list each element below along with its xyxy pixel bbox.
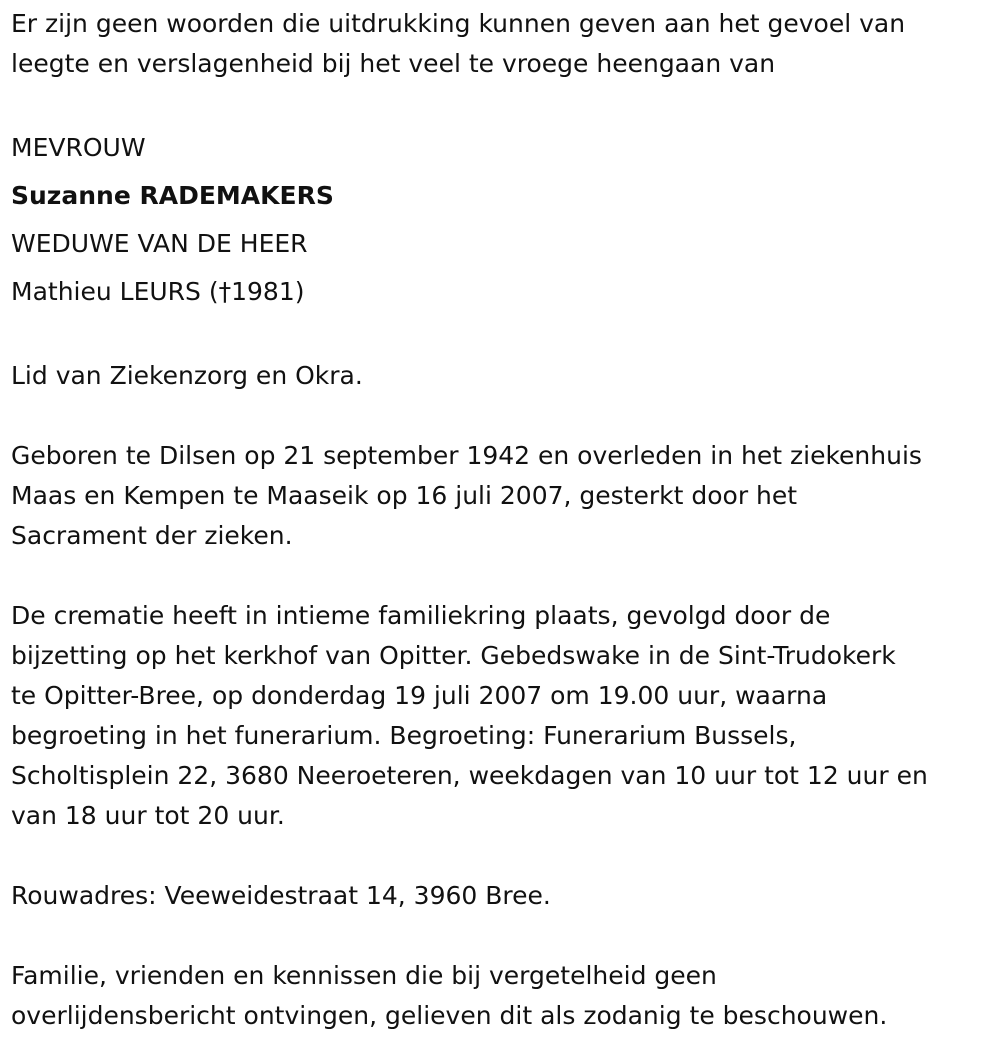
deceased-spouse: Mathieu LEURS (†1981)	[11, 277, 305, 306]
birth-death-line-2: Maas en Kempen te Maaseik op 16 juli 2007, gesterkt door het	[11, 481, 798, 510]
birth-death-line-3: Sacrament der zieken.	[11, 521, 293, 550]
birth-death-paragraph	[11, 436, 991, 556]
deceased-block	[11, 124, 991, 316]
mourning-address: Rouwadres: Veeweidestraat 14, 3960 Bree.	[11, 881, 551, 910]
closing-line-2: overlijdensbericht ontvingen, gelieven dit als zodanig te beschouwen.	[11, 1001, 888, 1030]
intro-line-2: leegte en verslagenheid bij het veel te vroege heengaan van	[11, 49, 776, 78]
ceremony-line-3: te Opitter-Bree, op donderdag 19 juli 2007 om 19.00 uur, waarna	[11, 681, 828, 710]
ceremony-line-5: Scholtisplein 22, 3680 Neeroeteren, weekdagen van 10 uur tot 12 uur en	[11, 761, 928, 790]
intro-paragraph	[11, 4, 991, 84]
deceased-title: MEVROUW	[11, 133, 146, 162]
birth-death-line-1: Geboren te Dilsen op 21 september 1942 en overleden in het ziekenhuis	[11, 441, 922, 470]
closing-paragraph	[11, 956, 991, 1036]
obituary-notice	[11, 4, 991, 1036]
deceased-status: WEDUWE VAN DE HEER	[11, 229, 308, 258]
ceremony-line-6: van 18 uur tot 20 uur.	[11, 801, 285, 830]
intro-line-1: Er zijn geen woorden die uitdrukking kunnen geven aan het gevoel van	[11, 9, 906, 38]
closing-line-1: Familie, vrienden en kennissen die bij vergetelheid geen	[11, 961, 717, 990]
ceremony-line-4: begroeting in het funerarium. Begroeting: Funerarium Bussels,	[11, 721, 797, 750]
deceased-name: Suzanne RADEMAKERS	[11, 181, 334, 210]
ceremony-paragraph	[11, 596, 991, 836]
membership-line: Lid van Ziekenzorg en Okra.	[11, 361, 363, 390]
ceremony-line-2: bijzetting op het kerkhof van Opitter. Gebedswake in de Sint-Trudokerk	[11, 641, 896, 670]
ceremony-line-1: De crematie heeft in intieme familiekring plaats, gevolgd door de	[11, 601, 831, 630]
